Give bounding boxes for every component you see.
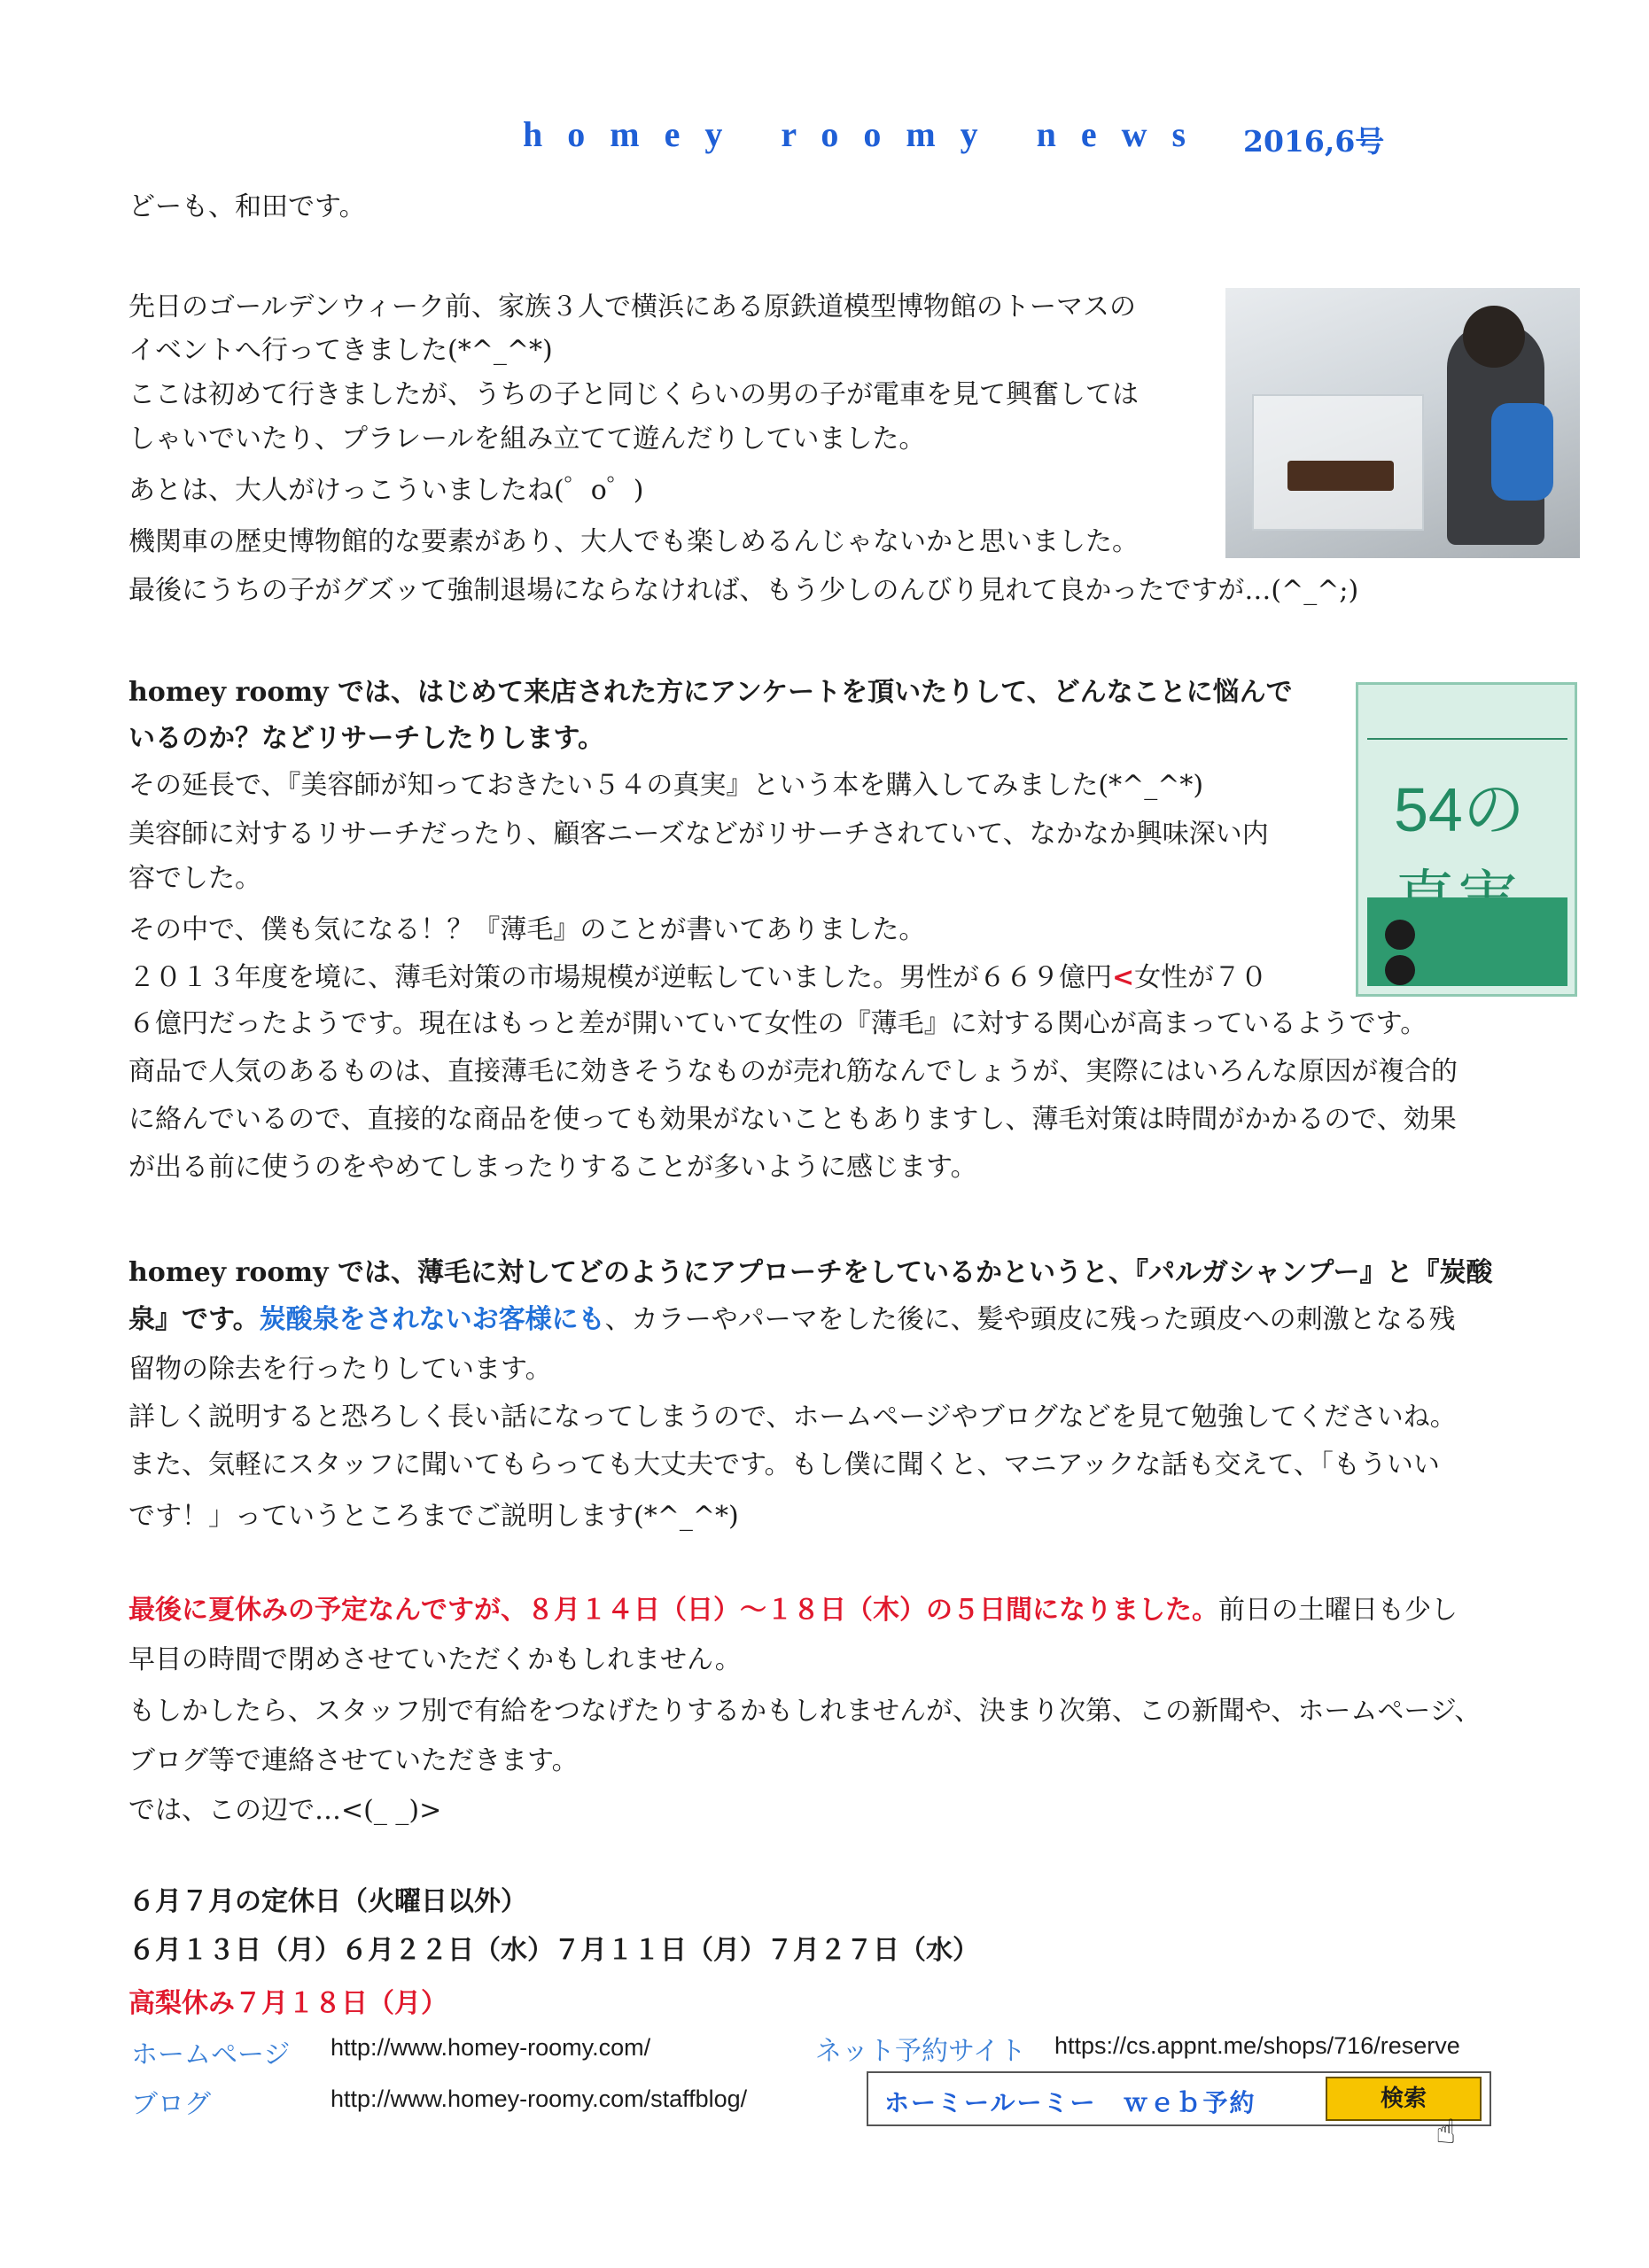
paragraph-line [128,1591,1458,1630]
paragraph-line: 留物の除去を行ったりしています。 [128,1354,552,1385]
museum-photo [1225,288,1580,558]
blog-link[interactable]: http://www.homey-roomy.com/staffblog/ [331,2085,748,2112]
child-figure [1491,403,1553,501]
text-span: 、カラーやパーマをした後に、髪や頭皮に残った頭皮への刺激となる残 [604,1304,1456,1335]
paragraph-line: です！」っていうところまでご説明します(*^_^*) [128,1501,739,1532]
author-portrait [1385,955,1415,985]
paragraph-line [128,1301,1456,1340]
paragraph-line: ブログ等で連絡させていただきます。 [128,1745,579,1776]
bold-intro-line: いるのか？などリサーチしたりします。 [128,723,604,754]
blog-label: ブログ [131,2089,211,2120]
holiday-dates: ６月１３日（月）６月２２日（水）７月１１日（月）７月２７日（水） [128,1935,979,1966]
less-than-mark: < [1112,962,1135,993]
parent-head [1463,306,1525,368]
paragraph-line: が出る前に使うのをやめてしまったりすることが多いように感じます。 [128,1152,977,1183]
text-span: 前日の土曜日も少し [1218,1595,1458,1626]
paragraph-line [128,959,1267,998]
paragraph-line: あとは、大人がけっこういましたね(゜o゜) [128,475,644,506]
paragraph-line: 美容師に対するリサーチだったり、顧客ニーズなどがリサーチされていて、なかなか興味深い内 [128,819,1269,850]
search-button[interactable]: 検索 [1326,2077,1482,2121]
paragraph-line: 機関車の歴史博物館的な要素があり、大人でも楽しめるんじゃないかと思いました。 [128,526,1139,557]
paragraph-line: 早目の時間で閉めさせていただくかもしれません。 [128,1644,742,1675]
paragraph-line: また、気軽にスタッフに聞いてもらっても大丈夫です。もし僕に聞くと、マニアックな話も交えて、「もういい [128,1449,1440,1480]
paragraph-line: しゃいでいたり、プラレールを組み立てて遊んだりしていました。 [128,423,926,454]
greeting: どーも、和田です。 [128,191,366,222]
paragraph-line: 商品で人気のあるものは、直接薄毛に効きそうなものが売れ筋なんでしょうが、実際にはいろんな原因が複合的 [128,1056,1458,1087]
staff-holiday: 高梨休み７月１８日（月） [128,1988,447,2019]
paragraph-line: 容でした。 [128,863,261,894]
paragraph-line: 先日のゴールデンウィーク前、家族３人で横浜にある原鉄道模型博物館のトーマスの [128,291,1136,322]
paragraph-line: に絡んでいるので、直接的な商品を使っても効果がないこともありますし、薄毛対策は時間がかかるので、効果 [128,1104,1457,1135]
book-cover-image [1356,682,1577,997]
summer-holiday-notice: 最後に夏休みの予定なんですが、８月１４日（日）～１８日（木）の５日間になりました。 [128,1595,1218,1626]
paragraph-line: もしかしたら、スタッフ別で有給をつなげたりするかもしれませんが、決まり次第、この新聞や、ホームページ、 [128,1696,1482,1727]
bold-intro-line: homey roomy では、はじめて来店された方にアンケートを頂いたりして、どんなことに悩んで [128,677,1293,708]
paragraph-line: イベントへ行ってきました(*^_^*) [128,335,553,366]
text-span: ２０１３年度を境に、薄毛対策の市場規模が逆転していました。男性が６６９億円 [128,962,1112,993]
paragraph-line: ６億円だったようです。現在はもっと差が開いていて女性の『薄毛』に対する関心が高まっているようです。 [128,1008,1427,1039]
homepage-link[interactable]: http://www.homey-roomy.com/ [331,2034,651,2061]
bold-intro-line: homey roomy では、薄毛に対してどのようにアプローチをしているかというと、『パルガシャンプー』と『炭酸 [128,1257,1493,1288]
homepage-label: ホームページ [131,2039,291,2070]
paragraph-line: 最後にうちの子がグズッて強制退場にならなければ、もう少しのんびり見れて良かったですが…(^_^;) [128,575,1359,606]
paragraph-line: では、この辺で…<(_ _)> [128,1795,442,1826]
paragraph-line: ここは初めて行きましたが、うちの子と同じくらいの男の子が電車を見て興奮しては [128,379,1139,410]
reserve-site-link[interactable]: https://cs.appnt.me/shops/716/reserve [1054,2032,1460,2059]
book-title-band [1367,703,1567,740]
paragraph-line: その中で、僕も気になる！？『薄毛』のことが書いてありました。 [128,914,926,945]
holidays-title: ６月７月の定休日（火曜日以外） [128,1886,527,1917]
web-reservation-search-box[interactable] [867,2071,1491,2151]
hand-cursor-icon: ☝ [1435,2112,1457,2151]
author-portrait [1385,920,1415,950]
paragraph-line: 詳しく説明すると恐ろしく長い話になってしまうので、ホームページやブログなどを見て勉強してくださいね。 [128,1402,1457,1433]
text-span: 泉』です。 [128,1304,260,1335]
newsletter-title: homey roomy news [523,114,1211,154]
book-cover-title: 54の [1394,775,1525,844]
text-span: 女性が７０ [1134,962,1268,993]
issue-number: 2016,6号 [1243,124,1385,159]
highlight-text: 炭酸泉をされないお客様にも [259,1304,605,1335]
paragraph-line: その延長で、『美容師が知っておきたい５４の真実』という本を購入してみました(*^_^*) [128,770,1204,801]
search-query-text: ホーミールーミー ｗｅｂ予約 [884,2088,1256,2117]
model-train [1287,461,1394,491]
reserve-site-label: ネット予約サイト [815,2036,1026,2067]
